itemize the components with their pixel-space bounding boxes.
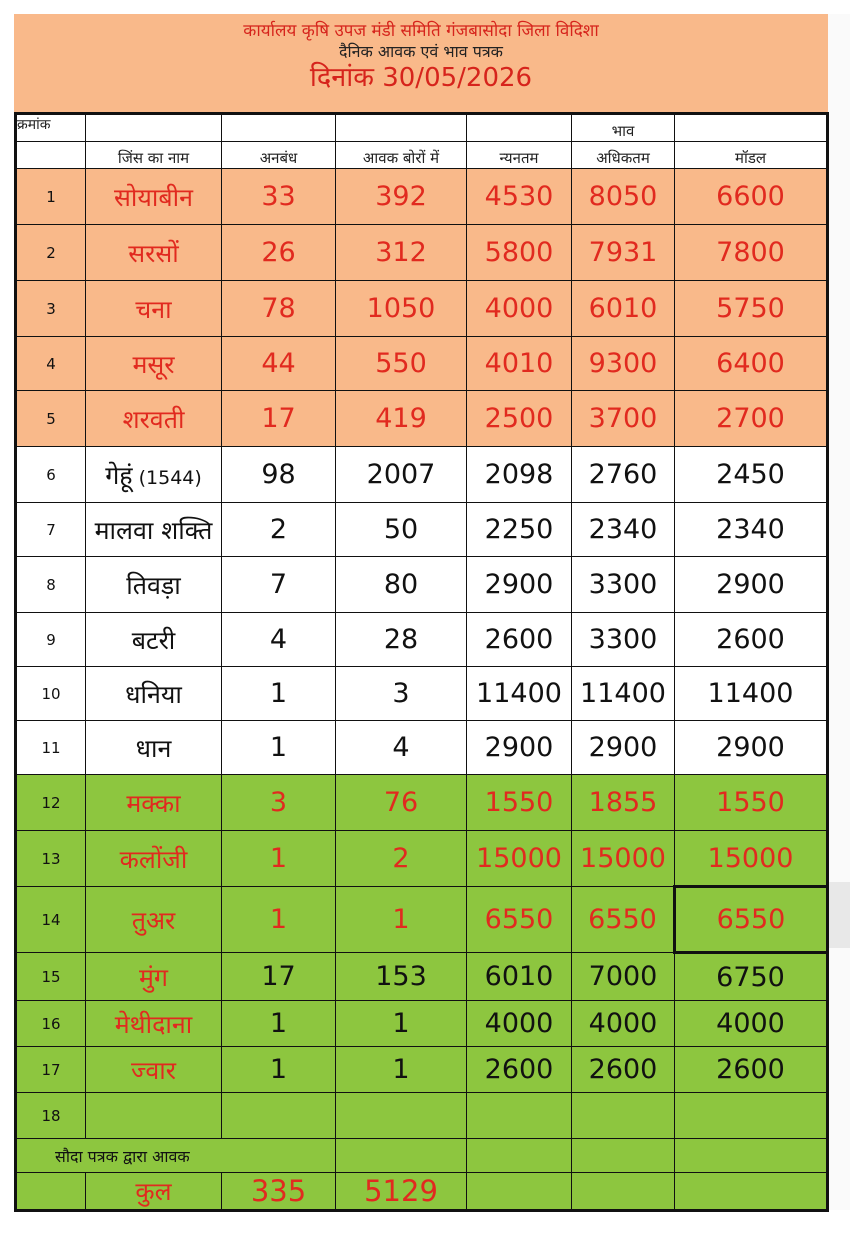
min-cell: 2600: [467, 1047, 572, 1093]
min-cell: 2600: [467, 613, 572, 667]
table-row: [16, 447, 828, 503]
arrival-cell: 153: [336, 953, 467, 1001]
column-arrival-header: आवक बोरों में: [336, 142, 467, 169]
table-row: [16, 775, 828, 831]
commodity-name-cell: [86, 887, 222, 953]
date-label: दिनांक: [309, 62, 374, 93]
serial-cell: 18: [16, 1093, 86, 1139]
arrival-cell: 2007: [336, 447, 467, 503]
serial-cell: 1: [16, 169, 86, 225]
serial-cell: 16: [16, 1001, 86, 1047]
commodity-name-cell: [86, 225, 222, 281]
arrival-cell: 28: [336, 613, 467, 667]
min-cell: 4000: [467, 281, 572, 337]
table-row: [16, 225, 828, 281]
model-cell: 6600: [675, 169, 828, 225]
max-cell: 2760: [572, 447, 675, 503]
anubandh-cell: 7: [222, 557, 336, 613]
table-row: [16, 613, 828, 667]
table-row: [16, 1093, 828, 1139]
max-cell: 4000: [572, 1001, 675, 1047]
anubandh-cell: 44: [222, 337, 336, 391]
min-cell: 2250: [467, 503, 572, 557]
max-cell: 8050: [572, 169, 675, 225]
commodity-name-cell: [86, 1001, 222, 1047]
max-cell: 7931: [572, 225, 675, 281]
arrival-cell: 312: [336, 225, 467, 281]
model-cell: 7800: [675, 225, 828, 281]
model-cell: 2600: [675, 1047, 828, 1093]
serial-cell: 10: [16, 667, 86, 721]
serial-cell: 8: [16, 557, 86, 613]
table-row: [16, 887, 828, 953]
sheet-subtitle: दैनिक आवक एवं भाव पत्रक: [339, 42, 503, 61]
anubandh-cell: 1: [222, 887, 336, 953]
commodity-name: तुअर: [131, 905, 176, 935]
table-row: [16, 1001, 828, 1047]
commodity-name-cell: [86, 775, 222, 831]
serial-cell: 2: [16, 225, 86, 281]
model-cell: 2600: [675, 613, 828, 667]
model-cell: 6750: [675, 953, 828, 1001]
anubandh-cell: 1: [222, 831, 336, 887]
model-cell: 2900: [675, 557, 828, 613]
commodity-name: मुंग: [138, 962, 169, 992]
serial-cell: 13: [16, 831, 86, 887]
arrival-cell: 1050: [336, 281, 467, 337]
column-anubandh-header: अनबंध: [222, 142, 336, 169]
commodity-name-cell: [86, 557, 222, 613]
max-cell: 6010: [572, 281, 675, 337]
model-cell: 2450: [675, 447, 828, 503]
model-cell: 4000: [675, 1001, 828, 1047]
model-cell: 11400: [675, 667, 828, 721]
min-cell: 15000: [467, 831, 572, 887]
table-header-row-2: [16, 142, 828, 169]
commodity-name-cell: [86, 391, 222, 447]
date-line: [14, 63, 828, 93]
commodity-name: मक्का: [126, 788, 181, 818]
min-cell: 4530: [467, 169, 572, 225]
serial-cell: 11: [16, 721, 86, 775]
min-cell: 1550: [467, 775, 572, 831]
table-row: [16, 831, 828, 887]
serial-cell: 3: [16, 281, 86, 337]
min-cell: 2098: [467, 447, 572, 503]
serial-cell: 5: [16, 391, 86, 447]
serial-cell: 17: [16, 1047, 86, 1093]
commodity-name: मालवा शक्ति: [94, 515, 213, 545]
max-cell: 2600: [572, 1047, 675, 1093]
total-arrival: 5129: [336, 1173, 467, 1211]
table-row: [16, 503, 828, 557]
total-anubandh: 335: [222, 1173, 336, 1211]
table-header-row-1: [16, 114, 828, 142]
column-max-header: अधिकतम: [572, 142, 675, 169]
arrival-cell: 50: [336, 503, 467, 557]
min-cell: 6550: [467, 887, 572, 953]
max-cell: 3300: [572, 557, 675, 613]
max-cell: 2900: [572, 721, 675, 775]
max-cell: 2340: [572, 503, 675, 557]
serial-cell: 4: [16, 337, 86, 391]
anubandh-cell: 98: [222, 447, 336, 503]
model-cell: 2340: [675, 503, 828, 557]
commodity-name: गेहूं: [105, 460, 133, 490]
table-row: [16, 337, 828, 391]
table-row: [16, 281, 828, 337]
anubandh-cell: 4: [222, 613, 336, 667]
arrival-cell: 4: [336, 721, 467, 775]
commodity-variety: (1544): [132, 466, 202, 489]
table-row: [16, 1047, 828, 1093]
column-model-header: मॉडल: [675, 142, 828, 169]
serial-cell: 6: [16, 447, 86, 503]
office-title: कार्यालय कृषि उपज मंडी समिति गंजबासोदा जिला विदिशा: [243, 21, 599, 41]
max-cell: [572, 1093, 675, 1139]
max-cell: 1855: [572, 775, 675, 831]
commodity-name: मेथीदाना: [114, 1009, 193, 1039]
max-cell: 6550: [572, 887, 675, 953]
max-cell: 9300: [572, 337, 675, 391]
commodity-name: सोयाबीन: [114, 182, 193, 212]
sauda-label: सौदा पत्रक द्वारा आवक: [16, 1139, 336, 1173]
model-cell: 15000: [675, 831, 828, 887]
serial-cell: 9: [16, 613, 86, 667]
max-cell: 7000: [572, 953, 675, 1001]
anubandh-cell: 17: [222, 953, 336, 1001]
table-row: [16, 721, 828, 775]
arrival-cell: 80: [336, 557, 467, 613]
serial-cell: 15: [16, 953, 86, 1001]
arrival-cell: 76: [336, 775, 467, 831]
table-row: [16, 557, 828, 613]
commodity-name-cell: [86, 1093, 222, 1139]
anubandh-cell: [222, 1093, 336, 1139]
anubandh-cell: 2: [222, 503, 336, 557]
commodity-name-cell: [86, 613, 222, 667]
anubandh-cell: 1: [222, 1047, 336, 1093]
commodity-name-cell: [86, 447, 222, 503]
arrival-cell: 3: [336, 667, 467, 721]
anubandh-cell: 17: [222, 391, 336, 447]
min-cell: 5800: [467, 225, 572, 281]
arrival-cell: [336, 1093, 467, 1139]
min-cell: 4000: [467, 1001, 572, 1047]
commodity-name: बटरी: [131, 625, 176, 655]
serial-cell: 14: [16, 887, 86, 953]
sheet-right-margin-mark: [828, 882, 850, 948]
min-cell: 2900: [467, 557, 572, 613]
min-cell: 2900: [467, 721, 572, 775]
arrival-cell: 1: [336, 1001, 467, 1047]
date-value: 30/05/2026: [382, 63, 533, 93]
commodity-name: सरसों: [128, 238, 179, 268]
commodity-name: चना: [135, 294, 172, 324]
anubandh-cell: 1: [222, 667, 336, 721]
table-row: [16, 169, 828, 225]
column-price-group-header: भाव: [572, 114, 675, 142]
model-cell: 6400: [675, 337, 828, 391]
max-cell: 11400: [572, 667, 675, 721]
anubandh-cell: 1: [222, 1001, 336, 1047]
commodity-name: शरवती: [122, 404, 185, 434]
table-row: [16, 953, 828, 1001]
min-cell: 4010: [467, 337, 572, 391]
total-row: [16, 1173, 828, 1211]
total-label: कुल: [86, 1173, 222, 1211]
rate-sheet: [14, 14, 828, 1208]
max-cell: 15000: [572, 831, 675, 887]
anubandh-cell: 33: [222, 169, 336, 225]
commodity-name-cell: [86, 667, 222, 721]
anubandh-cell: 78: [222, 281, 336, 337]
max-cell: 3700: [572, 391, 675, 447]
commodity-name-cell: [86, 1047, 222, 1093]
sheet-right-margin: [828, 14, 850, 1210]
serial-cell: 7: [16, 503, 86, 557]
anubandh-cell: 3: [222, 775, 336, 831]
model-cell: 2700: [675, 391, 828, 447]
commodity-name-cell: [86, 831, 222, 887]
min-cell: 2500: [467, 391, 572, 447]
arrival-cell: 1: [336, 1047, 467, 1093]
commodity-name: तिवड़ा: [126, 570, 181, 600]
rates-table: [14, 112, 829, 1212]
sheet-header: [14, 14, 828, 112]
anubandh-cell: 26: [222, 225, 336, 281]
arrival-cell: 392: [336, 169, 467, 225]
model-cell: 5750: [675, 281, 828, 337]
model-cell: 6550: [675, 887, 828, 953]
min-cell: [467, 1093, 572, 1139]
min-cell: 6010: [467, 953, 572, 1001]
min-cell: 11400: [467, 667, 572, 721]
column-serial-header: क्रमांक: [16, 114, 86, 142]
model-cell: [675, 1093, 828, 1139]
commodity-name: कलोंजी: [119, 844, 188, 874]
commodity-name-cell: [86, 281, 222, 337]
arrival-cell: 1: [336, 887, 467, 953]
commodity-name: धनिया: [125, 679, 182, 709]
column-min-header: न्यनतम: [467, 142, 572, 169]
commodity-name: धान: [135, 733, 172, 763]
sauda-row: [16, 1139, 828, 1173]
commodity-name-cell: [86, 721, 222, 775]
serial-cell: 12: [16, 775, 86, 831]
commodity-name: मसूर: [132, 349, 175, 379]
max-cell: 3300: [572, 613, 675, 667]
commodity-name-cell: [86, 337, 222, 391]
anubandh-cell: 1: [222, 721, 336, 775]
arrival-cell: 2: [336, 831, 467, 887]
commodity-name: ज्वार: [131, 1055, 176, 1085]
model-cell: 1550: [675, 775, 828, 831]
column-name-header: जिंस का नाम: [86, 142, 222, 169]
arrival-cell: 419: [336, 391, 467, 447]
commodity-name-cell: [86, 953, 222, 1001]
commodity-name-cell: [86, 503, 222, 557]
commodity-name-cell: [86, 169, 222, 225]
arrival-cell: 550: [336, 337, 467, 391]
table-row: [16, 391, 828, 447]
model-cell: 2900: [675, 721, 828, 775]
table-row: [16, 667, 828, 721]
